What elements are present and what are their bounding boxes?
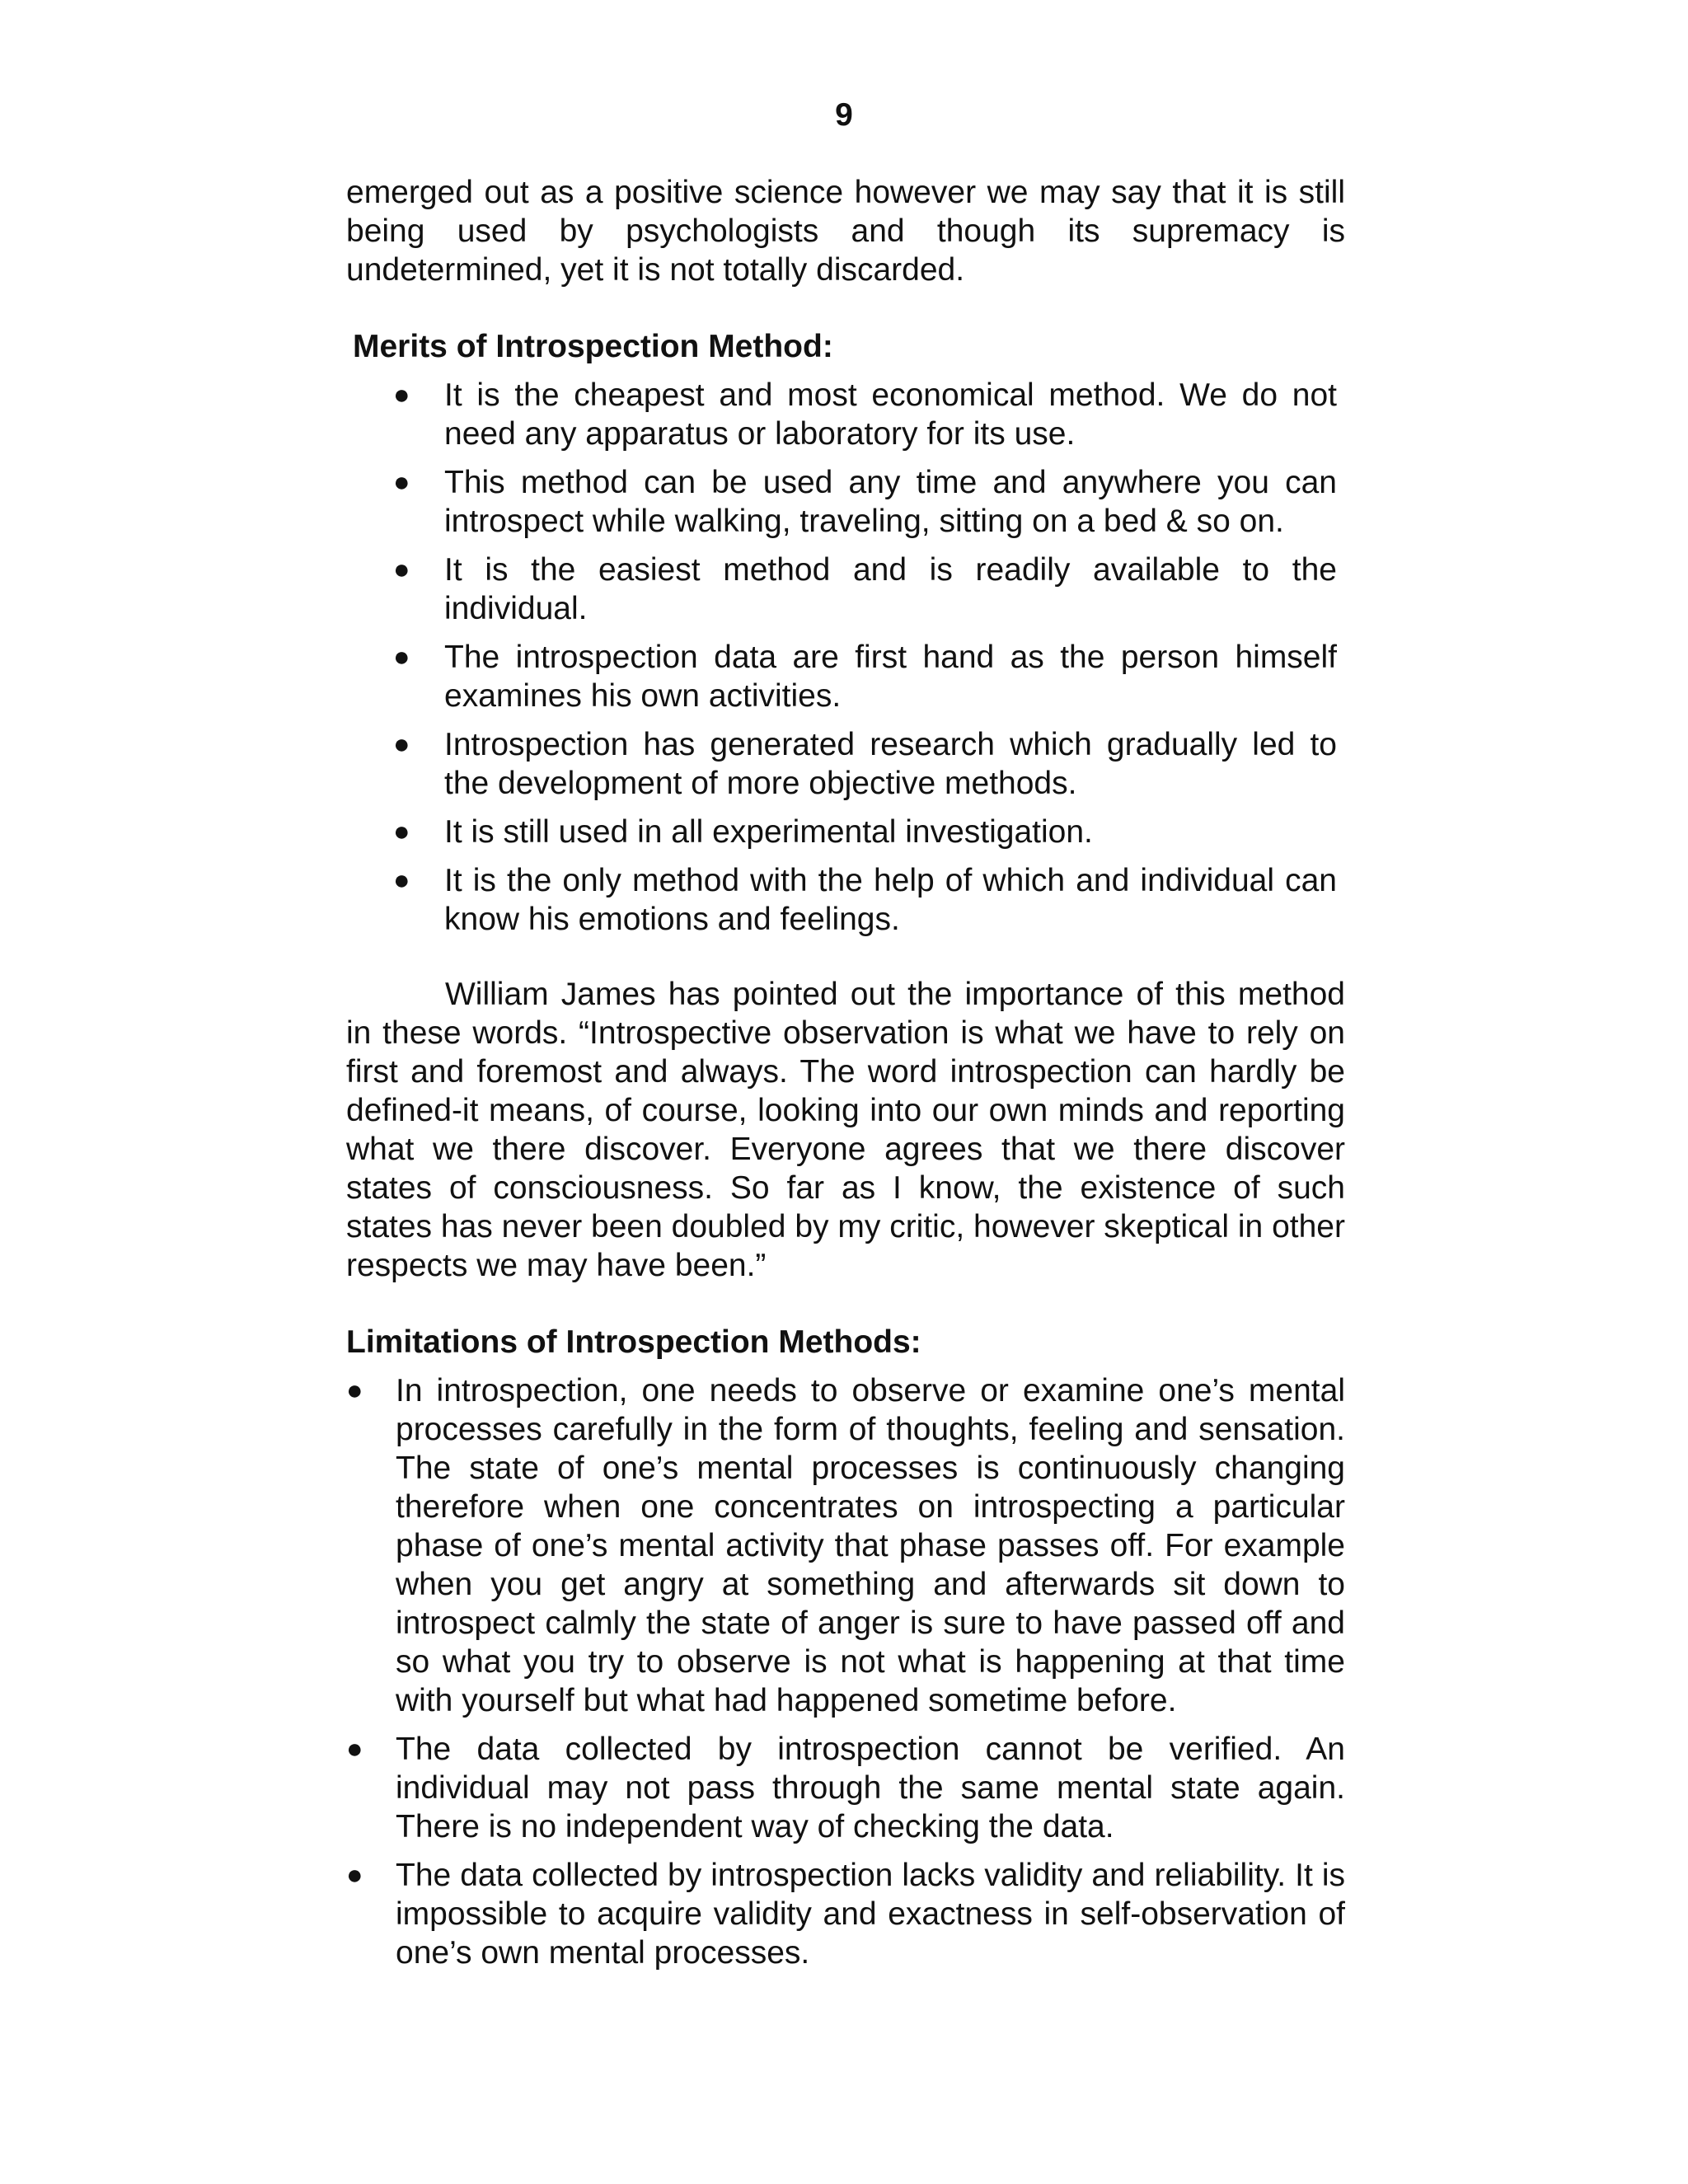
bullet-icon: ●	[393, 816, 410, 847]
bullet-icon: ●	[346, 1859, 363, 1891]
bullet-icon: ●	[393, 641, 410, 673]
list-item: ● Introspection has generated research which gradually led to the development of more objective methods.	[393, 727, 1337, 801]
bullet-icon: ●	[393, 379, 410, 410]
list-item: ● This method can be used any time and anywhere you can introspect while walking, traveling, sitting on a bed & so on.	[393, 465, 1337, 539]
list-item: ● The data collected by introspection cannot be verified. An individual may not pass through the same mental state again. There is no independent way of checking the data.	[346, 1732, 1345, 1844]
list-item: ● It is the only method with the help of which and individual can know his emotions and feelings.	[393, 863, 1337, 937]
bullet-icon: ●	[393, 554, 410, 585]
page-content	[346, 173, 1345, 1982]
limitations-heading: Limitations of Introspection Methods:	[346, 1324, 921, 1360]
page-number: 9	[835, 97, 853, 133]
bullet-icon: ●	[393, 865, 410, 896]
bullet-icon: ●	[393, 729, 410, 760]
limitations-list	[346, 1371, 1345, 1972]
merits-heading: Merits of Introspection Method:	[353, 329, 833, 364]
list-item: ● The introspection data are first hand as the person himself examines his own activities.	[393, 640, 1337, 714]
list-item: ● The data collected by introspection lacks validity and reliability. It is impossible to acquire validity and exactness in self-observation of one’s own mental processes.	[346, 1858, 1345, 1971]
bullet-icon: ●	[346, 1733, 363, 1765]
merits-list	[346, 376, 1345, 939]
william-james-quote-paragraph: William James has pointed out the importance of this method in these words. “Introspective observation is what we have to rely on first and foremost and always. The word introspection can hardly be defined-it means, of course, looking into our own minds and reporting what we there discover. Everyone agrees that we there discover states of consciousness. So far as I know, the existence of such states has never been doubled by my critic, however skeptical in other respects we may have been.”	[346, 977, 1345, 1283]
bullet-icon: ●	[393, 466, 410, 498]
intro-paragraph: emerged out as a positive science however we may say that it is still being used by psychologists and though its supremacy is undetermined, yet it is not totally discarded.	[346, 175, 1345, 288]
list-item: ● It is still used in all experimental investigation.	[393, 814, 1093, 850]
list-item: ● It is the cheapest and most economical method. We do not need any apparatus or laboratory for its use.	[393, 377, 1337, 452]
list-item: ● It is the easiest method and is readily available to the individual.	[393, 552, 1337, 626]
bullet-icon: ●	[346, 1375, 363, 1406]
list-item: ● In introspection, one needs to observe or examine one’s mental processes carefully in the form of thoughts, feeling and sensation. The state of one’s mental processes is continuously changing therefore when one concentrates on introspecting a particular phase of one’s mental activity that phase passes off. For example when you get angry at something and afterwards sit down to introspect calmly the state of anger is sure to have passed off and so what you try to observe is not what is happening at that time with yourself but what had happened sometime before.	[346, 1373, 1345, 1718]
